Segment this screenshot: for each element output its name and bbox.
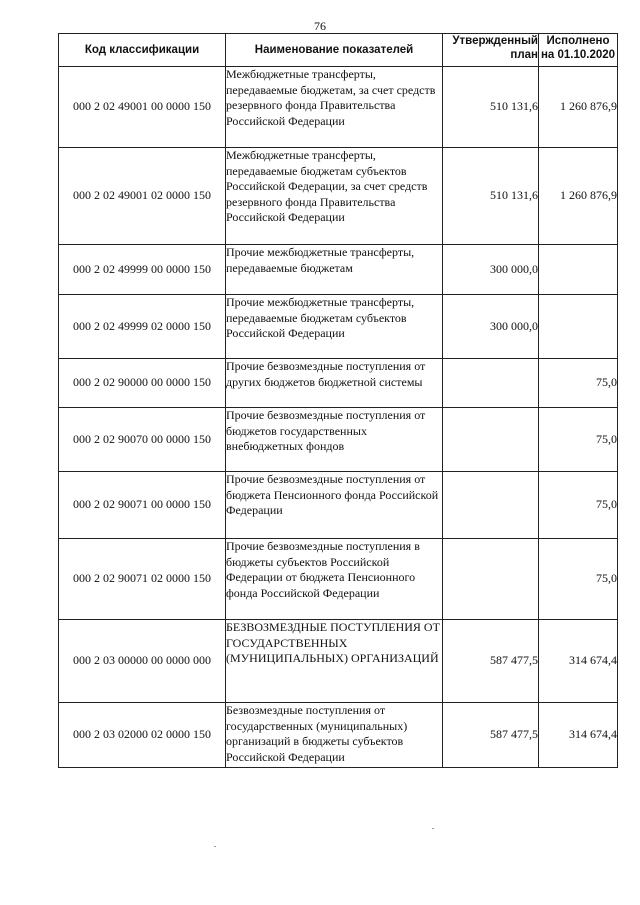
row-plan: 510 131,6: [443, 148, 539, 245]
row-plan: [443, 359, 539, 408]
row-done: 1 260 876,9: [539, 67, 618, 148]
table-header-row: [59, 34, 618, 67]
row-plan: 587 477,5: [443, 703, 539, 768]
row-name: Безвозмездные поступления от государственных (муниципальных) организаций в бюджеты субъектов Российской Федерации: [226, 703, 443, 768]
row-done: 75,0: [539, 539, 618, 620]
row-done: 75,0: [539, 359, 618, 408]
table-row: [59, 539, 618, 620]
row-code: 000 2 02 90071 02 0000 150: [59, 539, 226, 620]
row-name: Прочие безвозмездные поступления в бюджеты субъектов Российской Федерации от бюджета Пенсионного фонда Российской Федерации: [226, 539, 443, 620]
table-row: [59, 67, 618, 148]
row-plan: [443, 408, 539, 472]
row-code: 000 2 02 90071 00 0000 150: [59, 472, 226, 539]
scan-speck: [214, 846, 216, 847]
row-done: 314 674,4: [539, 703, 618, 768]
table-row: [59, 703, 618, 768]
header-code: Код классификации: [59, 34, 226, 67]
row-code: 000 2 02 90070 00 0000 150: [59, 408, 226, 472]
row-code: 000 2 02 49001 02 0000 150: [59, 148, 226, 245]
row-done: 314 674,4: [539, 620, 618, 703]
row-done: 1 260 876,9: [539, 148, 618, 245]
row-done: [539, 295, 618, 359]
row-done: 75,0: [539, 472, 618, 539]
row-code: 000 2 03 00000 00 0000 000: [59, 620, 226, 703]
budget-table: [58, 33, 618, 768]
row-name: Межбюджетные трансферты, передаваемые бюджетам, за счет средств резервного фонда Правительства Российской Федерации: [226, 67, 443, 148]
row-name: Прочие безвозмездные поступления от бюджетов государственных внебюджетных фондов: [226, 408, 443, 472]
row-plan: 587 477,5: [443, 620, 539, 703]
table-row: [59, 295, 618, 359]
table-row: [59, 148, 618, 245]
row-name: БЕЗВОЗМЕЗДНЫЕ ПОСТУПЛЕНИЯ ОТ ГОСУДАРСТВЕННЫХ (МУНИЦИПАЛЬНЫХ) ОРГАНИЗАЦИЙ: [226, 620, 443, 703]
row-code: 000 2 02 49999 00 0000 150: [59, 245, 226, 295]
row-code: 000 2 03 02000 02 0000 150: [59, 703, 226, 768]
row-name: Прочие безвозмездные поступления от других бюджетов бюджетной системы: [226, 359, 443, 408]
row-code: 000 2 02 90000 00 0000 150: [59, 359, 226, 408]
row-plan: 300 000,0: [443, 295, 539, 359]
row-name: Межбюджетные трансферты, передаваемые бюджетам субъектов Российской Федерации, за счет средств резервного фонда Правительства Российской Федерации: [226, 148, 443, 245]
table-row: [59, 620, 618, 703]
row-plan: 300 000,0: [443, 245, 539, 295]
page-number: 76: [314, 19, 326, 33]
row-done: 75,0: [539, 408, 618, 472]
scan-speck: [432, 828, 434, 829]
table-row: [59, 359, 618, 408]
table-row: [59, 245, 618, 295]
table-row: [59, 472, 618, 539]
row-name: Прочие межбюджетные трансферты, передаваемые бюджетам: [226, 245, 443, 295]
table-row: [59, 408, 618, 472]
row-code: 000 2 02 49001 00 0000 150: [59, 67, 226, 148]
row-name: Прочие межбюджетные трансферты, передаваемые бюджетам субъектов Российской Федерации: [226, 295, 443, 359]
row-name: Прочие безвозмездные поступления от бюджета Пенсионного фонда Российской Федерации: [226, 472, 443, 539]
row-plan: [443, 472, 539, 539]
header-name: Наименование показателей: [226, 34, 443, 67]
row-plan: 510 131,6: [443, 67, 539, 148]
header-done: Исполнено на 01.10.2020: [539, 34, 618, 67]
row-done: [539, 245, 618, 295]
row-plan: [443, 539, 539, 620]
header-plan: Утвержденный план: [443, 34, 539, 67]
row-code: 000 2 02 49999 02 0000 150: [59, 295, 226, 359]
